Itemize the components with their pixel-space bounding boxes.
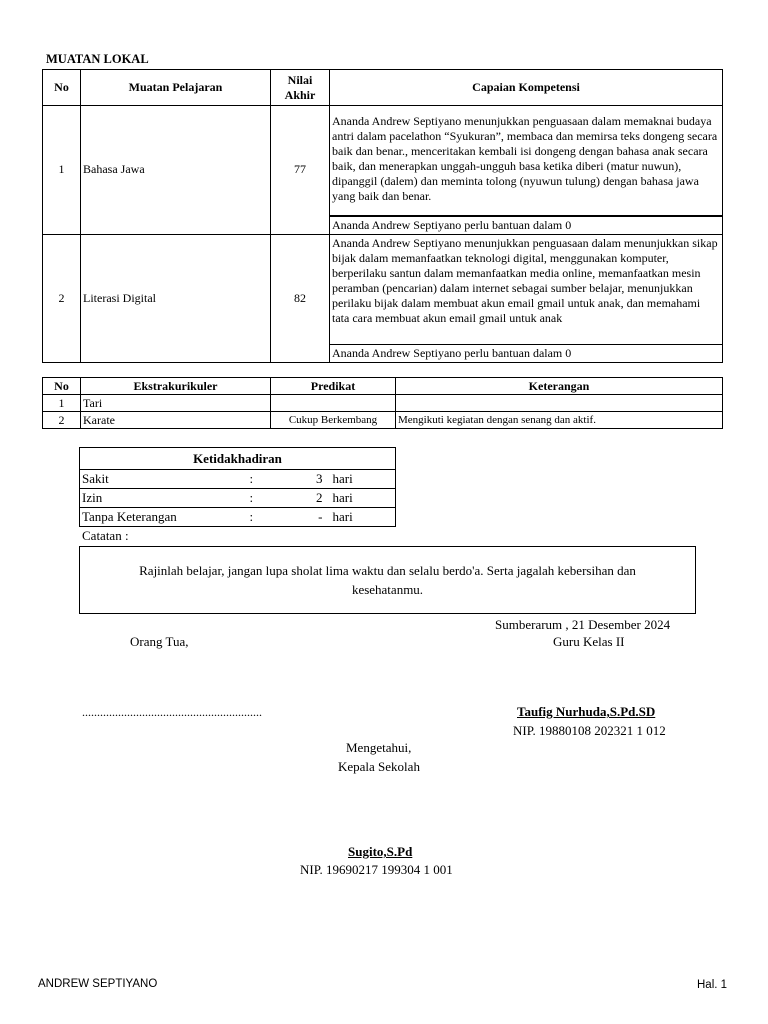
ketidakhadiran-table xyxy=(79,447,396,527)
teacher-label: Guru Kelas II xyxy=(553,634,625,649)
ekskul-keterangan xyxy=(396,395,723,412)
table-row xyxy=(80,489,396,508)
header-capaian-kompetensi: Capaian Kompetensi xyxy=(330,70,723,106)
absence-value: - xyxy=(280,508,325,527)
row-bantuan: Ananda Andrew Septiyano perlu bantuan dalam 0 xyxy=(330,216,723,235)
principal-nip: NIP. 19690217 199304 1 001 xyxy=(300,862,453,877)
row-nilai: 82 xyxy=(271,234,330,362)
ekskul-name: Tari xyxy=(81,395,271,412)
absence-colon: : xyxy=(250,508,280,527)
table-row xyxy=(43,106,723,216)
header-nilai-line1: Nilai xyxy=(287,72,313,87)
catatan-box xyxy=(79,546,696,614)
principal-label: Kepala Sekolah xyxy=(338,759,420,774)
ekskul-header-no: No xyxy=(43,378,81,395)
place-date: Sumberarum , 21 Desember 2024 xyxy=(495,617,671,632)
ekskul-header-predikat: Predikat xyxy=(271,378,396,395)
ekskul-header-name: Ekstrakurikuler xyxy=(81,378,271,395)
row-capaian: Ananda Andrew Septiyano menunjukkan penguasaan dalam memaknai budaya antri dalam pacelathon “Syukuran”, membaca dan memirsa teks dongeng secara baik dan benar., menceritakan kembali isi dongeng dengan bahasa anak secara baik, dan menerapkan unggah-ungguh basa ketika diberi (matur nuwun), dipanggil (dalem) dan meminta tolong (nyuwun tulung) dengan bahasa jawa yang baik dan benar. xyxy=(330,106,723,216)
absence-unit: hari xyxy=(325,508,396,527)
header-no: No xyxy=(43,70,81,106)
parent-signature-line: ............................................................ xyxy=(82,705,262,719)
header-nilai-line2: Akhir xyxy=(284,87,316,102)
catatan-text: Rajinlah belajar, jangan lupa sholat lima waktu dan selalu berdo'a. Serta jagalah kebersihan dan kesehatanmu. xyxy=(139,563,636,597)
footer-page-number: Hal. 1 xyxy=(697,979,728,991)
row-capaian: Ananda Andrew Septiyano menunjukkan penguasaan dalam menunjukkan sikap bijak dalam memanfaatkan teknologi digital, menggunakan komputer, berperilaku santun dalam memanfaatkan media online, memanfaatkan mesin peramban (pencarian) dalam internet sebagai sumber belajar, menunjukkan perilaku bijak dalam membuat akun email gmail untuk anak, dan memahami tata cara membuat akun email gmail untuk anak xyxy=(330,234,723,344)
absence-colon: : xyxy=(250,470,280,489)
row-mapel: Literasi Digital xyxy=(81,234,271,362)
row-no: 1 xyxy=(43,106,81,235)
absence-title: Ketidakhadiran xyxy=(80,448,396,470)
row-nilai: 77 xyxy=(271,106,330,235)
table-row xyxy=(80,470,396,489)
ekskul-predikat: Cukup Berkembang xyxy=(271,412,396,429)
section-title: MUATAN LOKAL xyxy=(46,52,149,66)
absence-label: Izin xyxy=(80,489,250,508)
ekstrakurikuler-table xyxy=(42,377,723,429)
footer-student-name: ANDREW SEPTIYANO xyxy=(38,978,158,990)
principal-name: Sugito,S.Pd xyxy=(348,844,413,859)
muatan-header-row xyxy=(43,70,723,106)
muatan-lokal-table xyxy=(42,69,723,363)
absence-label: Sakit xyxy=(80,470,250,489)
ekskul-no: 1 xyxy=(43,395,81,412)
ekskul-name: Karate xyxy=(81,412,271,429)
table-row xyxy=(43,234,723,344)
ekskul-header-row xyxy=(43,378,723,395)
ekskul-no: 2 xyxy=(43,412,81,429)
absence-colon: : xyxy=(250,489,280,508)
table-row xyxy=(43,412,723,429)
absence-label: Tanpa Keterangan xyxy=(80,508,250,527)
ekskul-predikat xyxy=(271,395,396,412)
teacher-nip: NIP. 19880108 202321 1 012 xyxy=(513,723,666,738)
row-mapel: Bahasa Jawa xyxy=(81,106,271,235)
absence-value: 3 xyxy=(280,470,325,489)
acknowledged-label: Mengetahui, xyxy=(346,740,412,755)
ekskul-header-keterangan: Keterangan xyxy=(396,378,723,395)
ekskul-keterangan: Mengikuti kegiatan dengan senang dan aktif. xyxy=(396,412,723,429)
table-row xyxy=(80,508,396,527)
absence-value: 2 xyxy=(280,489,325,508)
row-no: 2 xyxy=(43,234,81,362)
absence-unit: hari xyxy=(325,489,396,508)
absence-unit: hari xyxy=(325,470,396,489)
parent-label: Orang Tua, xyxy=(130,634,189,649)
header-nilai-akhir xyxy=(271,70,330,106)
row-bantuan: Ananda Andrew Septiyano perlu bantuan dalam 0 xyxy=(330,344,723,362)
absence-header-row xyxy=(80,448,396,470)
teacher-name: Taufig Nurhuda,S.Pd.SD xyxy=(517,704,656,719)
header-muatan-pelajaran: Muatan Pelajaran xyxy=(81,70,271,106)
table-row xyxy=(43,395,723,412)
catatan-label: Catatan : xyxy=(82,528,129,543)
